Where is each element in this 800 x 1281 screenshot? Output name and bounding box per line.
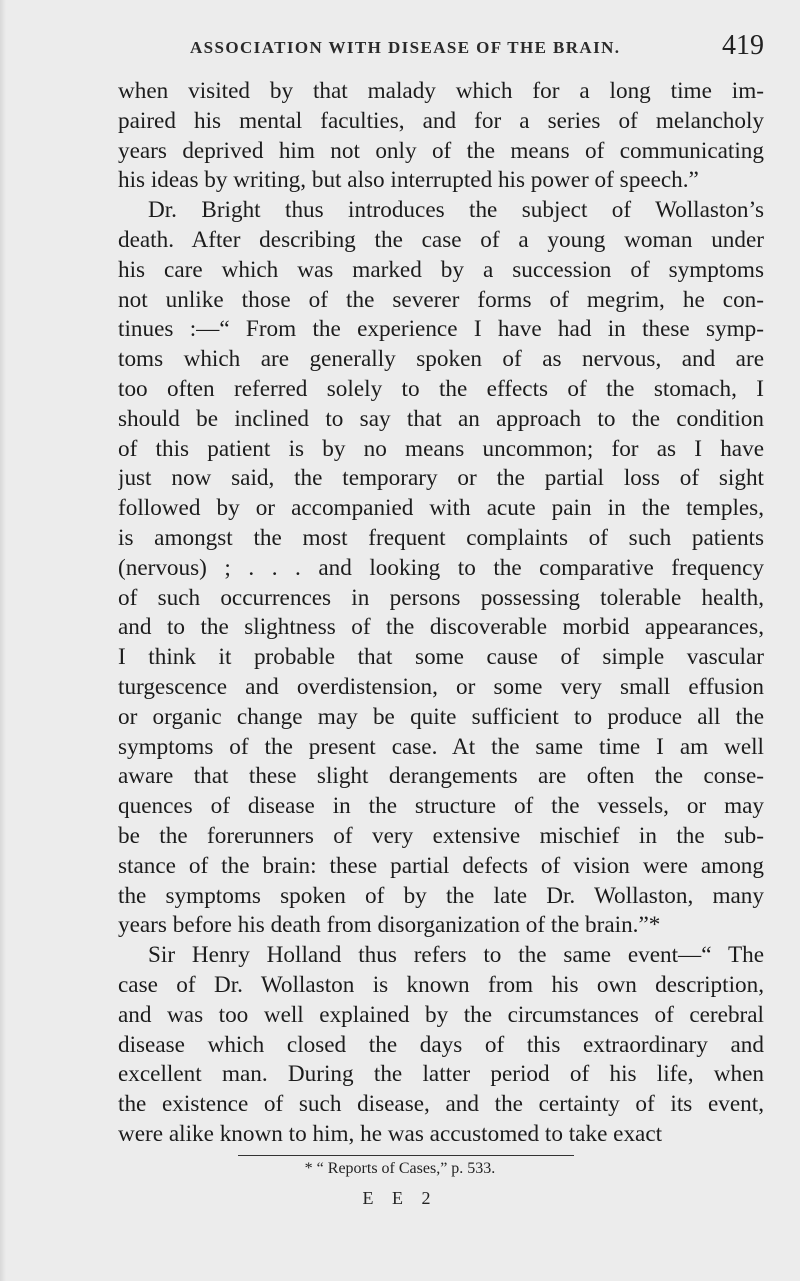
text-line: when visited by that malady which for a long time im- <box>118 78 764 104</box>
text-line: (nervous) ; . . . and looking to the comparative frequency <box>118 554 764 581</box>
running-head: ASSOCIATION WITH DISEASE OF THE BRAIN. <box>190 38 621 57</box>
text-line: were alike known to him, he was accustomed to take exact <box>118 1120 663 1147</box>
text-line: is amongst the most frequent complaints of such patients <box>118 524 764 551</box>
text-line: not unlike those of the severer forms of megrim, he con- <box>118 286 764 313</box>
text-line: be the forerunners of very extensive mischief in the sub- <box>118 822 764 849</box>
text-line: his care which was marked by a succession of symptoms <box>118 256 764 283</box>
text-line: stance of the brain: these partial defects of vision were among <box>118 852 764 879</box>
text-line: and to the slightness of the discoverable morbid appearances, <box>118 614 764 641</box>
text-line: I think it probable that some cause of simple vascular <box>118 644 764 671</box>
text-line: too often referred solely to the effects of the stomach, I <box>118 375 764 402</box>
text-line: Dr. Bright thus introduces the subject of Wollaston’s <box>148 197 764 224</box>
signature-mark: E E 2 <box>362 1188 438 1208</box>
text-line: death. After describing the case of a young woman under <box>118 226 764 253</box>
text-line: or organic change may be quite sufficient to produce all the <box>118 703 764 730</box>
page-header <box>190 30 770 70</box>
text-line: of such occurrences in persons possessing tolerable health, <box>118 584 764 611</box>
text-line: Sir Henry Holland thus refers to the same event—“ The <box>148 942 764 969</box>
text-line: followed by or accompanied with acute pain in the temples, <box>118 495 764 522</box>
footnote-divider <box>238 1155 574 1156</box>
text-line: should be inclined to say that an approach to the condition <box>118 405 764 432</box>
text-line: symptoms of the present case. At the same time I am well <box>118 733 764 760</box>
text-line: disease which closed the days of this extraordinary and <box>118 1031 764 1058</box>
text-line: years before his death from disorganization of the brain.”* <box>118 912 661 939</box>
text-line: years deprived him not only of the means of communicating <box>118 137 764 164</box>
text-line: toms which are generally spoken of as nervous, and are <box>118 346 764 373</box>
text-line: quences of disease in the structure of the vessels, or may <box>118 793 764 820</box>
text-line: aware that these slight derangements are often the conse- <box>118 763 764 790</box>
text-line: the symptoms spoken of by the late Dr. Wollaston, many <box>118 882 764 909</box>
text-line: just now said, the temporary or the partial loss of sight <box>118 465 764 492</box>
text-line: excellent man. During the latter period of his life, when <box>118 1061 764 1088</box>
text-line: of this patient is by no means uncommon; for as I have <box>118 435 764 462</box>
body-text <box>118 77 764 1150</box>
text-line: turgescence and overdistension, or some very small effusion <box>118 673 764 700</box>
page-edge-shadow <box>0 0 6 1281</box>
page-number: 419 <box>722 30 764 61</box>
text-line: tinues :—“ From the experience I have had in these symp- <box>118 316 764 343</box>
text-line: case of Dr. Wollaston is known from his own description, <box>118 971 764 998</box>
text-line: his ideas by writing, but also interrupted his power of speech.” <box>118 167 699 194</box>
footnote: * “ Reports of Cases,” p. 533. <box>304 1160 496 1177</box>
text-line: paired his mental faculties, and for a series of melancholy <box>118 107 764 134</box>
text-line: the existence of such disease, and the certainty of its event, <box>118 1091 764 1118</box>
text-line: and was too well explained by the circumstances of cerebral <box>118 1001 764 1028</box>
